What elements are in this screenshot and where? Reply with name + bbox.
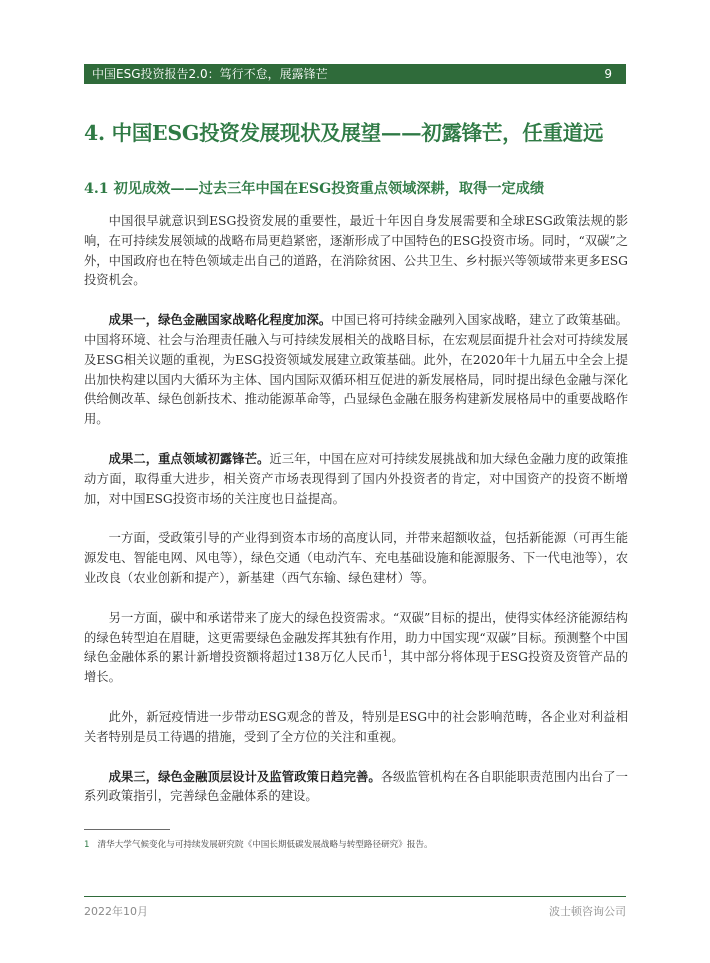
paragraph [84,211,628,291]
paragraph [84,608,628,688]
paragraph [84,310,628,430]
subsection-title: 4.1 初见成效——过去三年中国在ESG投资重点领域深耕，取得一定成绩 [84,181,545,197]
footnote-divider [84,829,170,830]
paragraph-text: 此外，新冠疫情进一步带动ESG观念的普及，特别是ESG中的社会影响范畴，各企业对利益相关者特别是员工待遇的措施，受到了全方位的关注和重视。 [84,709,628,744]
page-number: 9 [604,67,612,81]
paragraph-lead: 成果二，重点领域初露锋芒。 [108,450,270,466]
paragraph [84,449,628,509]
footer-date: 2022年10月 [84,905,148,918]
paragraph-text-tail: ，其中部分将体现于ESG投资及资管产品的增长。 [84,650,628,685]
paragraph-text: 另一方面，碳中和承诺带来了庞大的绿色投资需求。“双碳”目标的提出，使得实体经济能源结构的绿色转型迫在眉睫，这更需要绿色金融发挥其独有作用，助力中国实现“双碳”目标。预测整个中国绿色金融体系的累计新增投资额将超过138万亿人民币 [84,610,628,665]
paragraph-lead: 成果三，绿色金融顶层设计及监管政策日趋完善。 [108,768,381,784]
paragraph-text: 中国很早就意识到ESG投资发展的重要性，最近十年因自身发展需要和全球ESG政策法规的影响，在可持续发展领域的战略布局更趋紧密，逐渐形成了中国特色的ESG投资市场。同时，“双碳”之外，中国政府也在特色领域走出自己的道路，在消除贫困、公共卫生、乡村振兴等领域带来更多ESG投资机会。 [84,214,628,288]
body-text [84,211,628,826]
footer-divider [84,896,626,897]
paragraph [84,528,628,588]
paragraph-text: 一方面，受政策引导的产业得到资本市场的高度认同，并带来超额收益，包括新能源（可再生能源发电、智能电网、风电等），绿色交通（电动汽车、充电基础设施和能源服务、下一代电池等），农业改良（农业创新和提产），新基建（西气东输、绿色建材）等。 [84,531,628,585]
paragraph-text: 中国已将可持续金融列入国家战略，建立了政策基础。中国将环境、社会与治理责任融入与可持续发展相关的战略目标，在宏观层面提升社会对可持续发展及ESG相关议题的重视，为ESG投资领域发展建立政策基础。此外，在2020年十九届五中全会上提出加快构建以国内大循环为主体、国内国际双循环相互促进的新发展格局，同时提出绿色金融与深化供给侧改革、绿色创新技术、推动能源革命等，凸显绿色金融在服务构建新发展格局中的重要战略作用。 [84,313,628,427]
footnote [84,838,624,850]
footnote-number: 1 [84,840,90,850]
paragraph [84,767,628,808]
footer-organization: 波士顿咨询公司 [549,905,626,918]
section-title: 4. 中国ESG投资发展现状及展望——初露锋芒，任重道远 [84,121,604,145]
paragraph-lead: 成果一，绿色金融国家战略化程度加深。 [108,312,332,328]
running-header [84,64,626,84]
paragraph-text: 近三年，中国在应对可持续发展挑战和加大绿色金融力度的政策推动方面，取得重大进步，相关资产市场表现得到了国内外投资者的肯定，对中国资产的投资不断增加，对中国ESG投资市场的关注度也日益提高。 [84,451,628,506]
footnote-reference[interactable]: 1 [382,649,388,659]
footnote-text: 清华大学气候变化与可持续发展研究院《中国长期低碳发展战略与转型路径研究》报告。 [97,840,433,850]
report-title: 中国ESG投资报告2.0：笃行不怠，展露锋芒 [92,67,328,81]
paragraph-text: 各级监管机构在各自职能职责范围内出台了一系列政策指引，完善绿色金融体系的建设。 [84,769,628,804]
paragraph [84,707,628,748]
